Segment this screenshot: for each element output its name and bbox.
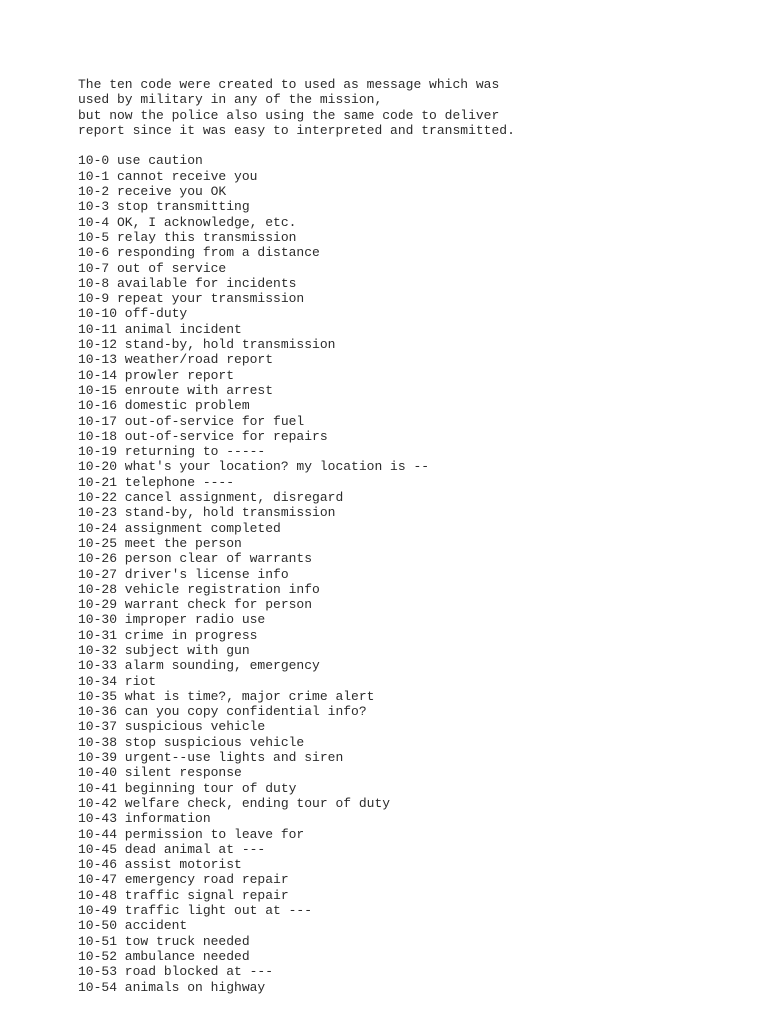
code-entry: 10-14 prowler report <box>78 367 235 383</box>
code-entry: 10-21 telephone ---- <box>78 474 235 490</box>
code-entry: 10-33 alarm sounding, emergency <box>78 658 320 674</box>
code-entry: 10-7 out of service <box>78 260 227 276</box>
code-entry: 10-9 repeat your transmission <box>78 291 305 307</box>
code-entry: 10-53 road blocked at --- <box>78 964 274 980</box>
code-entry: 10-18 out-of-service for repairs <box>78 428 328 444</box>
code-entry: 10-32 subject with gun <box>78 642 250 658</box>
code-entry: 10-47 emergency road repair <box>78 872 289 888</box>
intro-line: report since it was easy to interpreted and transmitted. <box>78 122 515 138</box>
code-entry: 10-16 domestic problem <box>78 398 250 414</box>
code-entry: 10-15 enroute with arrest <box>78 382 274 398</box>
code-entry: 10-43 information <box>78 811 211 827</box>
code-entry: 10-22 cancel assignment, disregard <box>78 490 344 506</box>
code-entry: 10-45 dead animal at --- <box>78 841 266 857</box>
code-entry: 10-50 accident <box>78 918 188 934</box>
ten-code-list <box>78 153 758 994</box>
code-entry: 10-3 stop transmitting <box>78 199 250 215</box>
intro-line: but now the police also using the same code to deliver <box>78 107 500 123</box>
code-entry: 10-36 can you copy confidential info? <box>78 704 367 720</box>
code-entry: 10-13 weather/road report <box>78 352 274 368</box>
code-entry: 10-38 stop suspicious vehicle <box>78 734 305 750</box>
code-entry: 10-0 use caution <box>78 153 203 169</box>
intro-line: The ten code were created to used as message which was <box>78 77 500 92</box>
code-entry: 10-6 responding from a distance <box>78 245 320 261</box>
code-entry: 10-20 what's your location? my location is -- <box>78 459 430 475</box>
code-entry: 10-5 relay this transmission <box>78 229 297 245</box>
code-entry: 10-1 cannot receive you <box>78 168 258 184</box>
code-entry: 10-34 riot <box>78 673 157 689</box>
code-entry: 10-4 OK, I acknowledge, etc. <box>78 214 297 230</box>
code-entry: 10-31 crime in progress <box>78 627 258 643</box>
code-entry: 10-29 warrant check for person <box>78 597 313 613</box>
code-entry: 10-2 receive you OK <box>78 184 227 200</box>
document-page <box>78 77 758 995</box>
code-entry: 10-8 available for incidents <box>78 275 297 291</box>
code-entry: 10-39 urgent--use lights and siren <box>78 750 344 766</box>
code-entry: 10-46 assist motorist <box>78 857 242 873</box>
code-entry: 10-48 traffic signal repair <box>78 887 289 903</box>
code-entry: 10-52 ambulance needed <box>78 948 250 964</box>
code-entry: 10-25 meet the person <box>78 535 242 551</box>
intro-line: used by military in any of the mission, <box>78 92 383 108</box>
code-entry: 10-23 stand-by, hold transmission <box>78 505 336 521</box>
code-entry: 10-17 out-of-service for fuel <box>78 413 305 429</box>
code-entry: 10-37 suspicious vehicle <box>78 719 266 735</box>
code-entry: 10-27 driver's license info <box>78 566 289 582</box>
code-entry: 10-54 animals on highway <box>78 979 266 995</box>
code-entry: 10-28 vehicle registration info <box>78 581 320 597</box>
code-entry: 10-19 returning to ----- <box>78 444 266 460</box>
code-entry: 10-41 beginning tour of duty <box>78 780 297 796</box>
code-entry: 10-40 silent response <box>78 765 242 781</box>
code-entry: 10-12 stand-by, hold transmission <box>78 337 336 353</box>
code-entry: 10-44 permission to leave for <box>78 826 305 842</box>
code-entry: 10-42 welfare check, ending tour of duty <box>78 795 391 811</box>
code-entry: 10-11 animal incident <box>78 321 242 337</box>
code-entry: 10-51 tow truck needed <box>78 933 250 949</box>
code-entry: 10-24 assignment completed <box>78 520 281 536</box>
code-entry: 10-26 person clear of warrants <box>78 551 313 567</box>
code-entry: 10-10 off-duty <box>78 306 188 322</box>
intro-paragraph <box>78 77 758 138</box>
code-entry: 10-35 what is time?, major crime alert <box>78 688 375 704</box>
code-entry: 10-49 traffic light out at --- <box>78 903 313 919</box>
code-entry: 10-30 improper radio use <box>78 612 266 628</box>
